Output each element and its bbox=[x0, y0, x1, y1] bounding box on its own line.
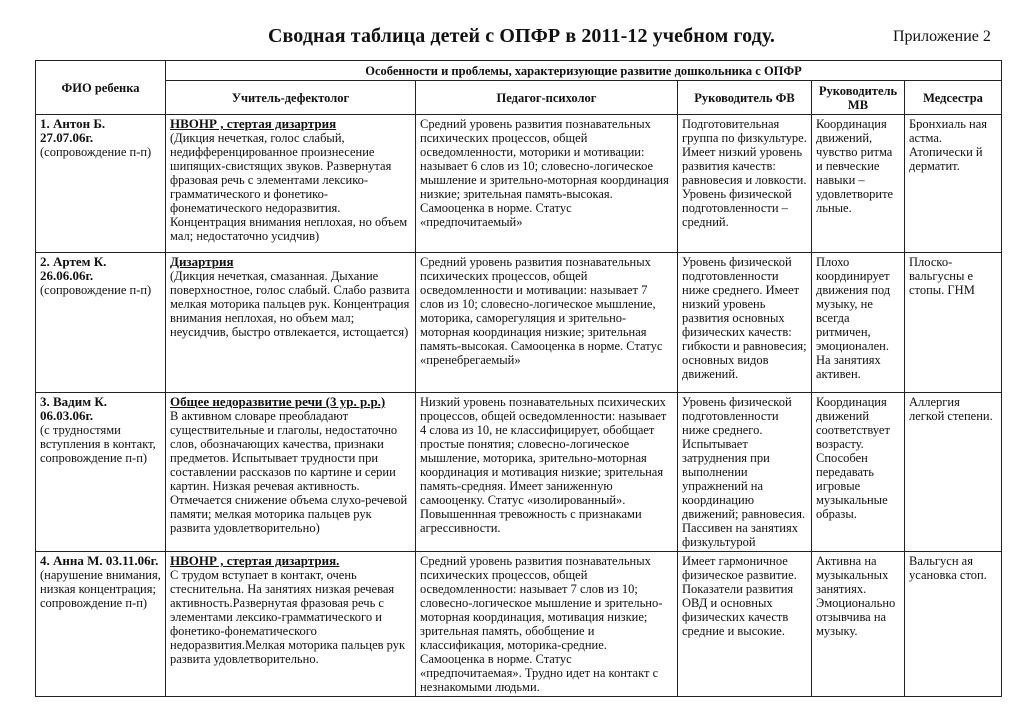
header-group: Особенности и проблемы, характеризующие развитие дошкольника с ОПФР bbox=[166, 61, 1002, 81]
appendix-label: Приложение 2 bbox=[893, 28, 991, 45]
child-name: 4. Анна М. 03.11.06г. bbox=[40, 553, 159, 568]
nurse-cell: Вальгусн ая усановка стоп. bbox=[905, 552, 1002, 697]
diagnosis: Дизартрия bbox=[170, 254, 234, 269]
psychologist-cell: Средний уровень развития познавательных психических процессов, общей осведомленности, моторики и мотивации: называет 6 слов из 10; словесно-логическое мышление и зрительно-моторная координация низкие; зрительная память-высокая. Самооценка в норме. Статус «предпочитаемый» bbox=[416, 115, 678, 253]
child-name: 3. Вадим К. 06.03.06г. bbox=[40, 394, 108, 423]
pe-cell: Подготовительная группа по физкультуре. Имеет низкий уровень развития качеств: равновесия и ловкости. Уровень физической подготовленности – средний. bbox=[678, 115, 812, 253]
child-note: (с трудностями вступления в контакт, сопровождение п-п) bbox=[40, 423, 156, 465]
pe-cell: Уровень физической подготовленности ниже среднего. Имеет низкий уровень развития основных физических качеств: гибкости и равновесия; основных видов движений. bbox=[678, 253, 812, 393]
header-psychologist: Педагог-психолог bbox=[416, 81, 678, 115]
header-defectologist: Учитель-дефектолог bbox=[166, 81, 416, 115]
nurse-cell: Плоско-вальгусны е стопы. ГНМ bbox=[905, 253, 1002, 393]
psychologist-cell: Средний уровень развития познавательных психических процессов, общей осведомленности: называет 7 слов из 10; словесно-логическое мышление и зрительно-моторная координация, мотивация низкие; зрительная память, обобщение и классификация, моторика-средние. Самооценка в норме. Статус «предпочитаемая». Трудно идет на контакт с незнакомыми людьми. bbox=[416, 552, 678, 697]
defectologist-notes: С трудом вступает в контакт, очень стеснительна. На занятиях низкая речевая активность.Развернутая фразовая речь с элементами лексико-грамматического и фонетико-фонематического недоразвития.Мелкая моторика пальцев рук развита удовлетворительно. bbox=[170, 568, 406, 666]
child-cell bbox=[36, 115, 166, 253]
summary-table bbox=[35, 60, 1002, 697]
table-row bbox=[36, 552, 1002, 697]
diagnosis: НВОНР , стертая дизартрия bbox=[170, 116, 337, 131]
header-pe-leader: Руководитель ФВ bbox=[678, 81, 812, 115]
pe-cell: Имеет гармоничное физическое развитие. Показатели развития ОВД и основных физических качеств средние и высокие. bbox=[678, 552, 812, 697]
defectologist-cell bbox=[166, 253, 416, 393]
table-row bbox=[36, 253, 1002, 393]
defectologist-cell bbox=[166, 115, 416, 253]
child-cell bbox=[36, 393, 166, 552]
page-title: Сводная таблица детей с ОПФР в 2011-12 учебном году. bbox=[268, 25, 776, 47]
music-cell: Координация движений, чувство ритма и певческие навыки – удовлетворите льные. bbox=[812, 115, 905, 253]
psychologist-cell: Средний уровень развития познавательных психических процессов, общей осведомленности и мотивации: называет 7 слов из 10; словесно-логическое мышление, моторика, саморегуляция и зрительно-моторная координация низкие; зрительная память-высокая. Самооценка в норме. Статус «пренебрегаемый» bbox=[416, 253, 678, 393]
nurse-cell: Аллергия легкой степени. bbox=[905, 393, 1002, 552]
music-cell: Плохо координирует движения под музыку, не всегда ритмичен, эмоционален. На занятиях активен. bbox=[812, 253, 905, 393]
music-cell: Координация движений соответствует возрасту. Способен передавать игровые музыкальные образы. bbox=[812, 393, 905, 552]
defectologist-cell bbox=[166, 393, 416, 552]
header-music-leader: Руководитель МВ bbox=[812, 81, 905, 115]
defectologist-notes: (Дикция нечеткая, голос слабый, недифференцированное произнесение шипящих-свистящих звуков. Развернутая фразовая речь с элементами лексико-грамматического и фонетико-фонематического недоразвития. Концентрация внимания неплохая, но объем мал; недостаточно усидчив) bbox=[170, 131, 408, 243]
diagnosis: НВОНР , стертая дизартрия. bbox=[170, 553, 340, 568]
table-row bbox=[36, 115, 1002, 253]
header-nurse: Медсестра bbox=[905, 81, 1002, 115]
music-cell: Активна на музыкальных занятиях. Эмоционально отзывчива на музыку. bbox=[812, 552, 905, 697]
pe-cell: Уровень физической подготовленности ниже среднего. Испытывает затруднения при выполнении упражнений на координацию движений; равновесия. Пассивен на занятиях физкультурой bbox=[678, 393, 812, 552]
child-note: (сопровождение п-п) bbox=[40, 145, 152, 159]
header-child-name: ФИО ребенка bbox=[36, 61, 166, 115]
psychologist-cell: Низкий уровень познавательных психических процессов, общей осведомленности: называет 4 слова из 10, не классифицирует, обобщает простые понятия; словесно-логическое мышление, моторика, зрительно-моторная координация и мотивация низкие; зрительная память-средняя. Имеет заниженную самооценку. Статус «изолированный». Повышеннная тревожность с признаками агрессивности. bbox=[416, 393, 678, 552]
nurse-cell: Бронхиаль ная астма. Атопически й дерматит. bbox=[905, 115, 1002, 253]
child-cell bbox=[36, 253, 166, 393]
table-row bbox=[36, 393, 1002, 552]
child-note: (сопровождение п-п) bbox=[40, 283, 152, 297]
diagnosis: Общее недоразвитие речи (3 ур. р.р.) bbox=[170, 394, 386, 409]
child-note: (нарушение внимания, низкая концентрация; сопровождение п-п) bbox=[40, 568, 161, 610]
child-name: 2. Артем К. 26.06.06г. bbox=[40, 254, 107, 283]
child-name: 1. Антон Б. 27.07.06г. bbox=[40, 116, 106, 145]
defectologist-notes: (Дикция нечеткая, смазанная. Дыхание поверхностное, голос слабый. Слабо развита мелкая моторика пальцев рук. Концентрация внимания неплохая, но объем мал; неусидчив, быстро отвлекается, истощается) bbox=[170, 269, 410, 339]
defectologist-notes: В активном словаре преобладают существительные и глаголы, недостаточно слов, обозначающих качества, признаки предметов. Испытывает трудности при составлении рассказов по картине и серии картин. Низкая речевая активность. Отмечается снижение объема слухо-речевой памяти; мелкая моторика пальцев рук развита удовлетворительно) bbox=[170, 409, 408, 535]
child-cell bbox=[36, 552, 166, 697]
defectologist-cell bbox=[166, 552, 416, 697]
